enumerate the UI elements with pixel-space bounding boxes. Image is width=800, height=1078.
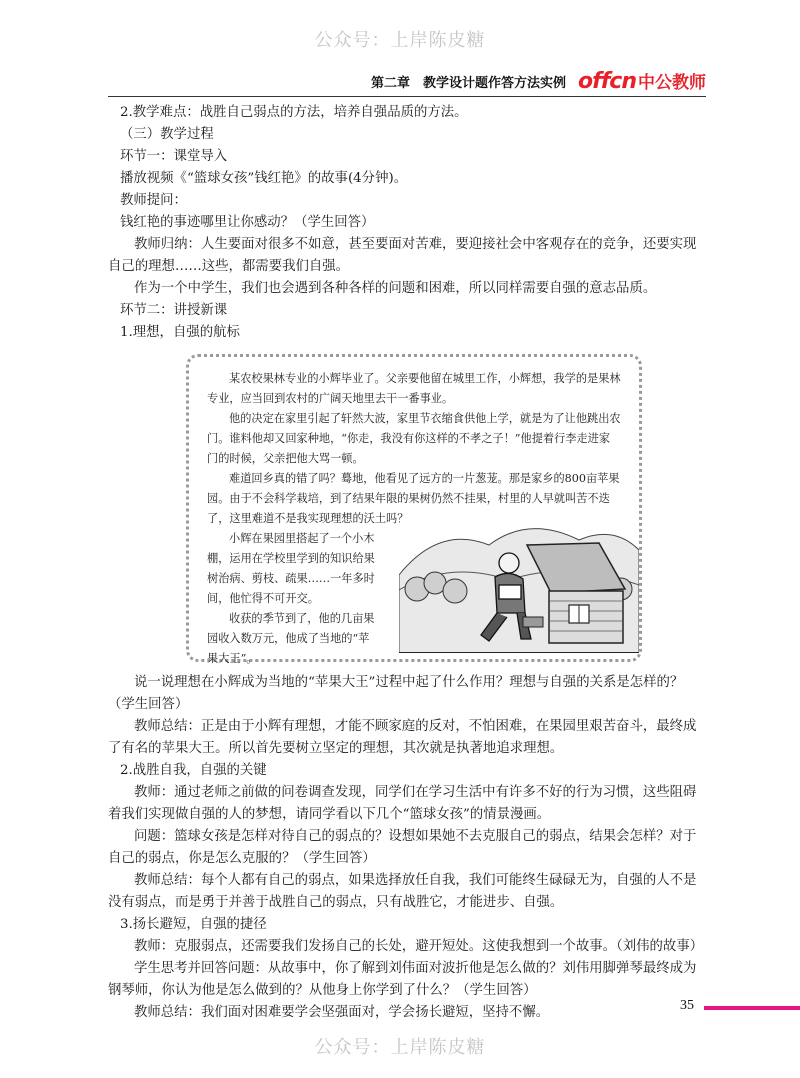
section-heading: 环节二：讲授新课 (120, 303, 228, 318)
page-content (108, 102, 706, 1024)
story-paragraph: 他的决定在家里引起了轩然大波，家里节衣缩食供他上学，就是为了让他跳出农门。谁料他却又回家种地，“你走，我没有你这样的不孝之子！”他提着行李走进家门的时候，父亲把他大骂一顿。 (207, 412, 621, 465)
orchard-cabin-illustration (399, 505, 639, 653)
page-number: 35 (680, 998, 694, 1013)
page-accent-bar (704, 1006, 800, 1010)
paragraph: 教师：通过老师之前做的问卷调查发现，同学们在学习生活中有许多不好的行为习惯，这些阻碍着我们实现做自强的人的梦想，请同学看以下几个“篮球女孩”的情景漫画。 (108, 785, 697, 822)
offcn-logo (578, 68, 706, 94)
paragraph: 说一说理想在小辉成为当地的“苹果大王”过程中起了什么作用？理想与自强的关系是怎样的？（学生回答） (108, 675, 684, 712)
paragraph: 教师：克服弱点，还需要我们发扬自己的长处，避开短处。这使我想到一个故事。（刘伟的故事） (134, 939, 704, 954)
paragraph: 教师总结：正是由于小辉有理想，才能不顾家庭的反对，不怕困难，在果园里艰苦奋斗，最终成了有名的苹果大王。所以首先要树立坚定的理想，其次就是执著地追求理想。 (108, 719, 697, 756)
section-heading: （三）教学过程 (120, 127, 214, 142)
watermark-bottom: 公众号：上岸陈皮糖 (314, 1037, 486, 1058)
header-divider (108, 96, 706, 97)
paragraph: 钱红艳的事迹哪里让你感动？（学生回答） (120, 215, 375, 230)
section-heading: 3.扬长避短，自强的捷径 (120, 917, 267, 932)
story-paragraph: 某农校果林专业的小辉毕业了。父亲要他留在城里工作，小辉想，我学的是果林专业，应当回到农村的广阔天地里去干一番事业。 (207, 372, 621, 405)
chapter-title: 第二章 教学设计题作答方法实例 (371, 75, 567, 91)
logo-text-cn: 中公教师 (638, 73, 706, 93)
section-heading: 1.理想，自强的航标 (120, 325, 240, 340)
page-header (371, 68, 706, 94)
section-heading: 2.战胜自我，自强的关键 (120, 763, 267, 778)
story-paragraph: 收获的季节到了，他的几亩果园收入数万元，他成了当地的“苹果大王”。 (207, 612, 375, 665)
story-paragraph: 小辉在果园里搭起了一个小木棚，运用在学校里学到的知识给果树治病、剪枝、疏果……一年多时间，他忙得不可开交。 (207, 532, 375, 605)
logo-text-en: offcn (578, 69, 636, 94)
paragraph: 播放视频《“篮球女孩”钱红艳》的故事(4分钟)。 (120, 171, 408, 186)
paragraph: 教师总结：每个人都有自己的弱点，如果选择放任自我，我们可能终生碌碌无为，自强的人不是没有弱点，而是勇于并善于战胜自己的弱点，只有战胜它，才能进步、自强。 (108, 873, 697, 910)
story-box (186, 354, 642, 665)
paragraph: 教师提问： (120, 193, 187, 208)
paragraph: 问题：篮球女孩是怎样对待自己的弱点的？设想如果她不去克服自己的弱点，结果会怎样？对于自己的弱点，你是怎么克服的？（学生回答） (108, 829, 697, 866)
paragraph: 教师归纳：人生要面对很多不如意，甚至要面对苦难，要迎接社会中客观存在的竞争，还要实现自己的理想……这些，都需要我们自强。 (108, 237, 697, 274)
section-heading: 环节一：课堂导入 (120, 149, 228, 164)
paragraph: 教师总结：我们面对困难要学会坚强面对，学会扬长避短，坚持不懈。 (134, 1005, 550, 1020)
paragraph: 2.教学难点：战胜自己弱点的方法，培养自强品质的方法。 (120, 105, 468, 120)
watermark-top: 公众号：上岸陈皮糖 (314, 30, 486, 51)
paragraph: 作为一个中学生，我们也会遇到各种各样的问题和困难，所以同样需要自强的意志品质。 (134, 281, 657, 296)
paragraph: 学生思考并回答问题：从故事中，你了解到刘伟面对波折他是怎么做的？刘伟用脚弹琴最终成为钢琴师，你认为他是怎么做到的？从他身上你学到了什么？（学生回答） (108, 961, 697, 998)
story-paragraph: 难道回乡真的错了吗？蓦地，他看见了远方的一片葱茏。那是家乡的800亩苹果园。由于不会科学栽培，到了结果年限的果树仍然不挂果，村里的人早就叫苦不迭了，这里难道不是我实现理想的沃土吗？ (207, 472, 620, 525)
